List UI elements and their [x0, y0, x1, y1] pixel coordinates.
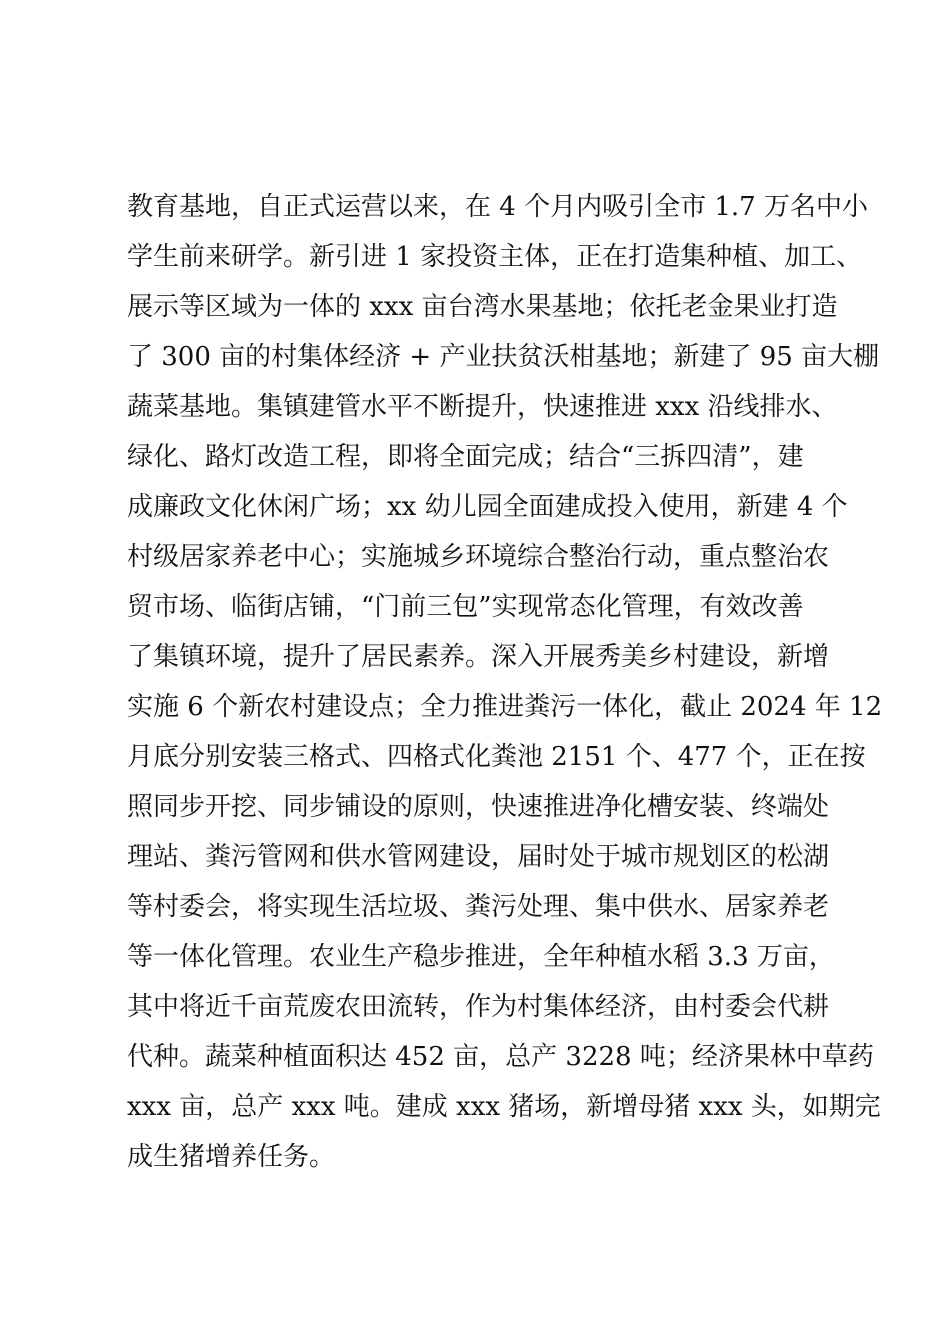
paragraph-line: 贸市场、临街店铺，“门前三包”实现常态化管理，有效改善	[127, 592, 804, 622]
paragraph-line: 月底分别安装三格式、四格式化粪池 2151 个、477 个，正在按	[127, 742, 866, 772]
paragraph-line: 蔬菜基地。集镇建管水平不断提升，快速推进 xxx 沿线排水、	[127, 392, 838, 422]
paragraph-line: 实施 6 个新农村建设点；全力推进粪污一体化，截止 2024 年 12	[127, 692, 883, 722]
paragraph-line: xxx 亩，总产 xxx 吨。建成 xxx 猪场，新增母猪 xxx 头，如期完	[127, 1092, 881, 1122]
paragraph-line: 成生猪增养任务。	[127, 1142, 336, 1172]
paragraph-line: 绿化、路灯改造工程，即将全面完成；结合“三拆四清”，建	[127, 442, 804, 472]
paragraph-line: 了集镇环境，提升了居民素养。深入开展秀美乡村建设，新增	[127, 642, 830, 672]
paragraph-line: 理站、粪污管网和供水管网建设，届时处于城市规划区的松湖	[127, 842, 830, 872]
paragraph-line: 成廉政文化休闲广场；xx 幼儿园全面建成投入使用，新建 4 个	[127, 492, 848, 522]
paragraph-line: 等村委会，将实现生活垃圾、粪污处理、集中供水、居家养老	[127, 892, 830, 922]
paragraph-line: 代种。蔬菜种植面积达 452 亩，总产 3228 吨；经济果林中草药	[127, 1042, 874, 1072]
body-paragraph	[127, 182, 883, 1182]
paragraph-line: 等一体化管理。农业生产稳步推进，全年种植水稻 3.3 万亩，	[127, 942, 835, 972]
paragraph-line: 照同步开挖、同步铺设的原则，快速推进净化槽安装、终端处	[127, 792, 830, 822]
paragraph-line: 了 300 亩的村集体经济 + 产业扶贫沃柑基地；新建了 95 亩大棚	[127, 342, 880, 372]
paragraph-line: 村级居家养老中心；实施城乡环境综合整治行动，重点整治农	[127, 542, 830, 572]
paragraph-line: 学生前来研学。新引进 1 家投资主体，正在打造集种植、加工、	[127, 242, 863, 272]
paragraph-line: 其中将近千亩荒废农田流转，作为村集体经济，由村委会代耕	[127, 992, 830, 1022]
paragraph-line: 展示等区域为一体的 xxx 亩台湾水果基地；依托老金果业打造	[127, 292, 838, 322]
paragraph-line: 教育基地，自正式运营以来，在 4 个月内吸引全市 1.7 万名中小	[127, 192, 868, 222]
